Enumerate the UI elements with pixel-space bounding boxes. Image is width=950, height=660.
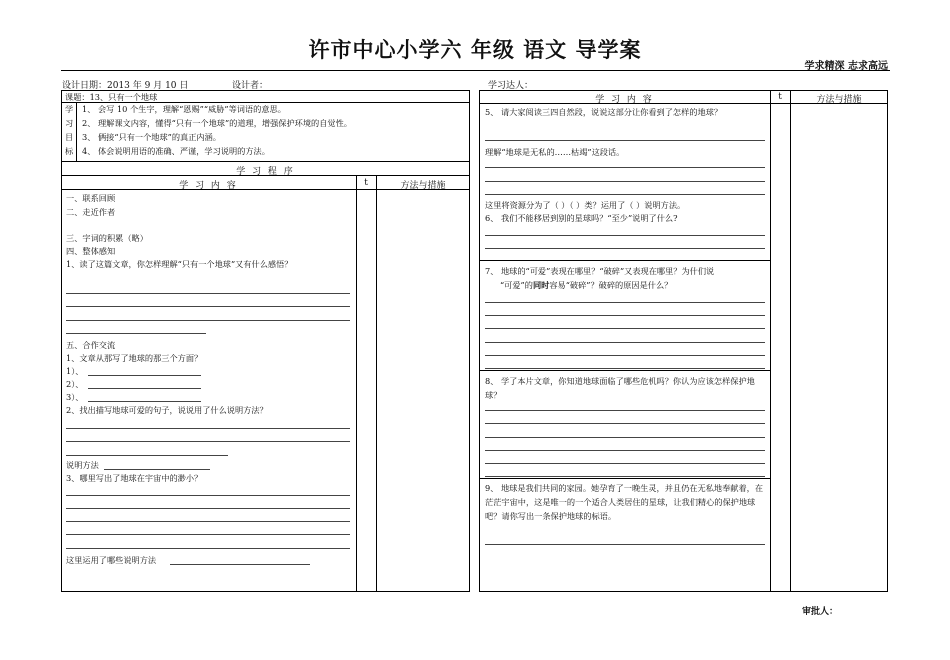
divider	[61, 161, 470, 162]
section-overall: 四、整体感知	[66, 246, 116, 256]
answer-line	[66, 441, 350, 442]
explain-prompt: 理解“地球是无私的……枯竭”这段话。	[485, 147, 625, 157]
lesson-topic: 课题：13、只有一个地球	[65, 92, 158, 102]
column-header-t: t	[364, 178, 368, 188]
section-cooperate: 五、合作交流	[66, 340, 116, 350]
goals-label-char: 标	[65, 146, 74, 156]
column-header-content: 学 习 内 容	[595, 95, 654, 105]
divider	[61, 175, 470, 176]
answer-line	[485, 342, 765, 343]
procedure-header: 学 习 程 序	[236, 167, 295, 177]
question-1: 1、读了这篇文章，你怎样理解“只有一个地球”又有什么感悟？	[66, 259, 293, 269]
column-header-t: t	[778, 92, 782, 102]
answer-line	[485, 140, 765, 141]
answer-line	[485, 476, 765, 477]
designer-label: 设计者：	[232, 81, 269, 91]
aspect-item-2: 2）、	[66, 379, 84, 389]
question-aspects: 1、文章从那写了地球的那三个方面？	[66, 353, 203, 363]
answer-line	[485, 167, 765, 168]
answer-line	[485, 450, 765, 451]
question-5: 5、 请大家阅读三四自然段，说说这部分让你看到了怎样的地球？	[485, 107, 723, 117]
q7-text: “可爱”的	[500, 280, 533, 290]
divider	[790, 90, 791, 592]
question-7: 7、 地球的“可爱”表现在哪里？“破碎”又表现在哪里？为什们说	[485, 266, 715, 276]
column-header-methods: 方法与措施	[400, 181, 446, 191]
answer-line	[66, 521, 350, 522]
question-6: 6、 我们不能移居到别的星球吗？“至少”说明了什么?	[485, 213, 678, 223]
design-date: 设计日期：2013 年 9 月 10 日	[62, 81, 189, 91]
divider	[479, 370, 770, 371]
section-vocab: 三、字词的积累（略）	[66, 233, 148, 243]
q7-emphasis: 同时	[532, 280, 550, 290]
goal-item: 3、 俩接“只有一个地球”的真正内涵。	[82, 132, 221, 142]
answer-line	[485, 181, 765, 182]
answer-line	[66, 293, 350, 294]
answer-line	[66, 428, 350, 429]
answer-line	[88, 375, 201, 376]
answer-line	[485, 328, 765, 329]
answer-line	[66, 534, 350, 535]
divider	[376, 175, 377, 592]
q7-text: 容易“破碎”？破碎的原因是什么？	[549, 280, 673, 290]
answer-line	[485, 544, 765, 545]
divider	[479, 103, 888, 104]
section-author: 二、走近作者	[66, 207, 116, 217]
answer-line	[485, 463, 765, 464]
goal-item: 2、 理解课文内容，懂得“只有一个地球”的道理，增强保护环境的自觉性。	[82, 118, 352, 128]
answer-line	[66, 320, 350, 321]
goal-item: 1、 会写 10 个生字，理解“恩赐”“威胁”等词语的意思。	[82, 104, 286, 114]
motto: 学求精深 志求高远	[804, 61, 888, 72]
question-3: 3、哪里写出了地球在宇宙中的渺小？	[66, 473, 203, 483]
divider	[356, 175, 357, 592]
answer-line	[485, 315, 765, 316]
answer-line	[485, 368, 765, 369]
answer-line	[485, 410, 765, 411]
section-review: 一、联系回顾	[66, 193, 116, 203]
answer-line	[66, 548, 350, 549]
resources-prompt: 这里将资源分为了（ ）（ ）类？运用了（ ）说明方法。	[485, 200, 686, 210]
column-header-methods: 方法与措施	[816, 95, 862, 105]
divider	[61, 189, 470, 190]
divider	[479, 478, 770, 479]
divider	[479, 260, 770, 261]
answer-line	[66, 306, 350, 307]
learner-label: 学习达人：	[488, 81, 534, 91]
goals-label-char: 学	[65, 104, 74, 114]
aspect-item-3: 3）、	[66, 392, 84, 402]
answer-line	[485, 194, 765, 195]
divider	[770, 90, 771, 592]
answer-line	[485, 235, 765, 236]
answer-line	[485, 423, 765, 424]
goals-label-char: 目	[65, 132, 74, 142]
method-label: 说明方法	[66, 460, 99, 470]
column-header-content: 学 习 内 容	[179, 181, 238, 191]
answer-line	[66, 508, 350, 509]
header-divider	[61, 70, 890, 71]
method-used-label: 这里运用了哪些说明方法	[66, 555, 157, 565]
answer-line	[88, 401, 201, 402]
question-2: 2、找出描写地球可爱的句子，说说用了什么说明方法？	[66, 405, 268, 415]
approver-label: 审批人：	[801, 607, 838, 617]
page-title: 许市中心小学六 年级 语文 导学案	[308, 38, 642, 62]
answer-line	[485, 355, 765, 356]
question-8: 8、 学了本片文章，你知道地球面临了哪些危机吗？你认为应该怎样保护地球？	[485, 376, 755, 400]
answer-line	[66, 455, 228, 456]
question-7-continued	[500, 280, 672, 291]
aspect-item-1: 1）、	[66, 366, 84, 376]
divider	[61, 102, 470, 103]
goal-item: 4、 体会说明用语的准确、严谨，学习说明的方法。	[82, 146, 270, 156]
answer-line	[88, 388, 201, 389]
answer-line	[170, 564, 310, 565]
answer-line	[485, 248, 765, 249]
answer-line	[66, 495, 350, 496]
answer-line	[485, 437, 765, 438]
question-9: 9、 地球是我们共同的家园。她孕育了一晚生灵，并且仍在无私地奉献着，在茫茫宇宙中，这是唯一的一个适合人类居住的星球，让我们精心的保护地球吧？请你写出一条保护地球的标语。	[485, 483, 764, 521]
answer-line	[66, 333, 206, 334]
goals-label-char: 习	[65, 118, 74, 128]
answer-line	[104, 469, 210, 470]
answer-line	[485, 302, 765, 303]
divider	[76, 102, 77, 161]
